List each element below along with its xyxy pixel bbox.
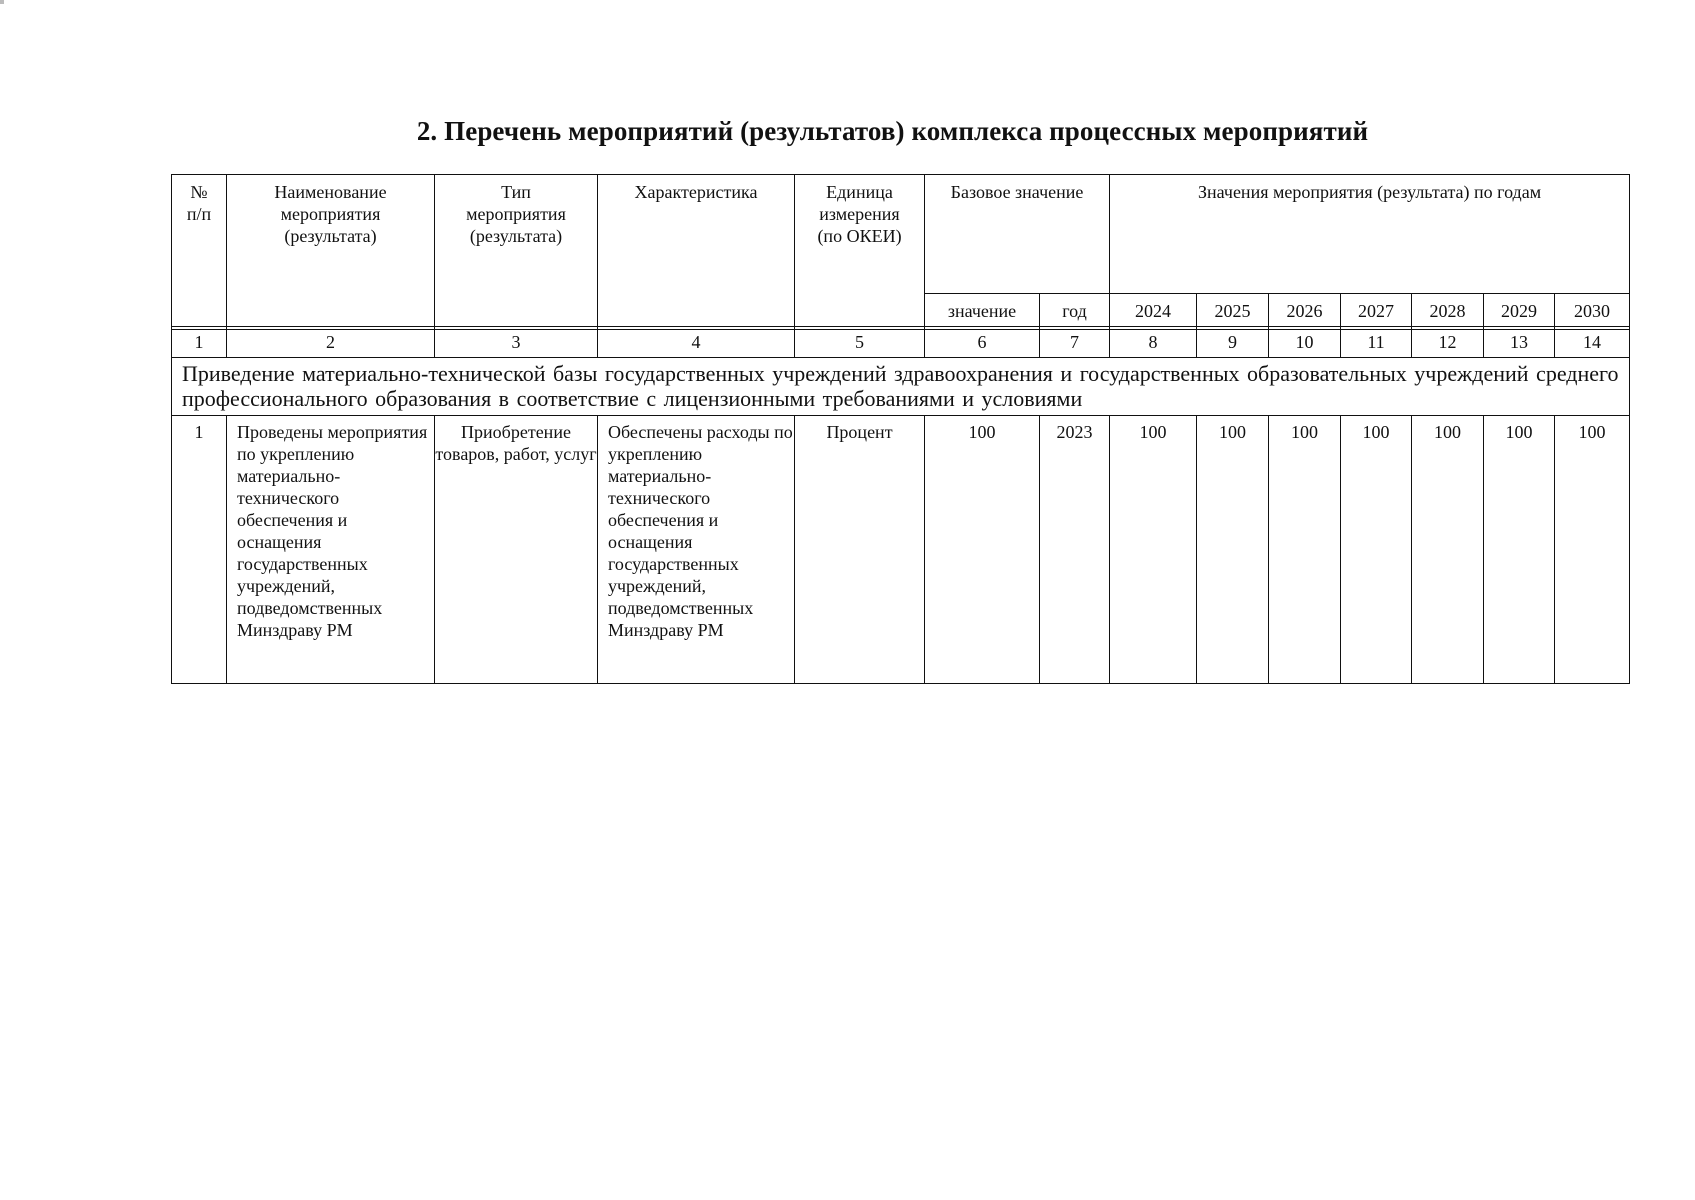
header-base: Базовое значение bbox=[925, 175, 1110, 294]
header-values-by-year: Значения мероприятия (результата) по годам bbox=[1110, 175, 1630, 294]
column-number: 2 bbox=[227, 327, 435, 358]
column-number: 8 bbox=[1110, 327, 1197, 358]
column-number: 7 bbox=[1040, 327, 1110, 358]
row-base-value: 100 bbox=[925, 416, 1040, 684]
header-unit: Единица измерения (по ОКЕИ) bbox=[795, 175, 925, 330]
header-table bbox=[171, 174, 1630, 330]
header-year: 2030 bbox=[1555, 293, 1630, 329]
column-number: 13 bbox=[1484, 327, 1555, 358]
header-name: Наименование мероприятия (результата) bbox=[227, 175, 435, 330]
column-number: 5 bbox=[795, 327, 925, 358]
header-characteristic: Характеристика bbox=[598, 175, 795, 330]
column-number: 9 bbox=[1197, 327, 1269, 358]
header-year: 2029 bbox=[1484, 293, 1555, 329]
row-number: 1 bbox=[172, 416, 227, 684]
header-base-value: значение bbox=[925, 293, 1040, 329]
header-type: Тип мероприятия (результата) bbox=[435, 175, 598, 330]
section-row bbox=[172, 358, 1630, 416]
column-number: 4 bbox=[598, 327, 795, 358]
page-title: 2. Перечень мероприятий (результатов) комплекса процессных мероприятий bbox=[416, 116, 1369, 146]
row-unit: Процент bbox=[795, 416, 925, 684]
row-type: Приобретение товаров, работ, услуг bbox=[435, 416, 598, 684]
row-value-2025: 100 bbox=[1197, 416, 1269, 684]
row-characteristic: Обеспечены расходы по укреплению материально-технического обеспечения и оснащения государственных учреждений, подведомственных Минздраву РМ bbox=[598, 416, 795, 684]
column-number: 11 bbox=[1341, 327, 1412, 358]
header-year: 2025 bbox=[1197, 293, 1269, 329]
header-year: 2028 bbox=[1412, 293, 1484, 329]
row-value-2027: 100 bbox=[1341, 416, 1412, 684]
section-title: Приведение материально-технической базы государственных учреждений здравоохранения и государственных образовательных учреждений среднего профессионального образования в соответствие с лицензионными требованиями и условиями bbox=[172, 358, 1630, 416]
row-value-2028: 100 bbox=[1412, 416, 1484, 684]
data-table bbox=[171, 326, 1630, 684]
header-year: 2027 bbox=[1341, 293, 1412, 329]
row-value-2029: 100 bbox=[1484, 416, 1555, 684]
header-year: 2026 bbox=[1269, 293, 1341, 329]
row-value-2030: 100 bbox=[1555, 416, 1630, 684]
column-number: 6 bbox=[925, 327, 1040, 358]
header-base-year: год bbox=[1040, 293, 1110, 329]
header-year: 2024 bbox=[1110, 293, 1197, 329]
column-number-row bbox=[172, 327, 1630, 358]
column-number: 14 bbox=[1555, 327, 1630, 358]
column-number: 1 bbox=[172, 327, 227, 358]
column-number: 12 bbox=[1412, 327, 1484, 358]
row-name: Проведены мероприятия по укреплению материально-технического обеспечения и оснащения государственных учреждений, подведомственных Минздраву РМ bbox=[227, 416, 435, 684]
column-number: 10 bbox=[1269, 327, 1341, 358]
table-row bbox=[172, 416, 1630, 684]
row-base-year: 2023 bbox=[1040, 416, 1110, 684]
header-num: № п/п bbox=[172, 175, 227, 330]
column-number: 3 bbox=[435, 327, 598, 358]
row-value-2024: 100 bbox=[1110, 416, 1197, 684]
scan-corner-mark bbox=[0, 0, 4, 4]
row-value-2026: 100 bbox=[1269, 416, 1341, 684]
